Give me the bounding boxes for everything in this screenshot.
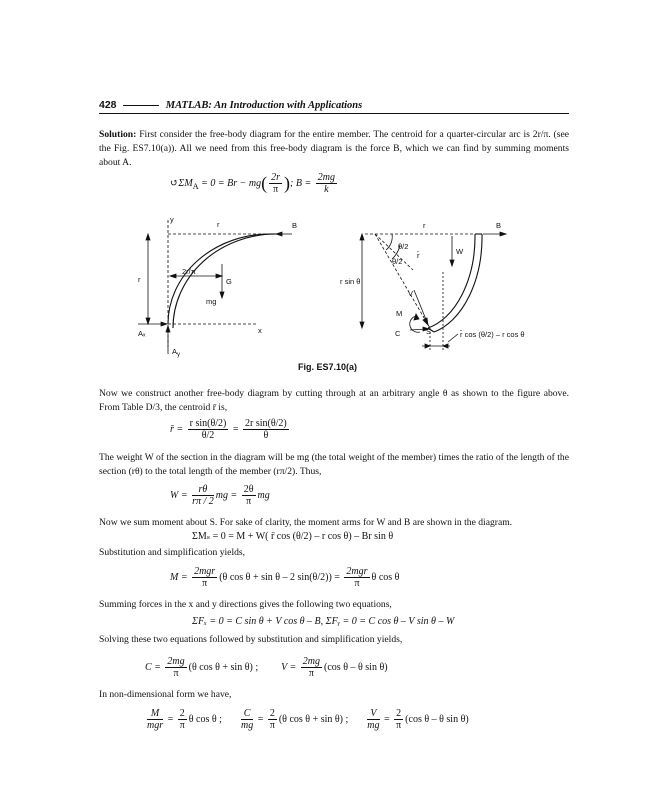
label-y: y: [170, 215, 174, 224]
m-n1: 2mgr: [194, 566, 216, 577]
b-den: k: [324, 184, 329, 195]
label-ax: Aₓ: [138, 329, 146, 338]
w-tail: mg: [257, 489, 270, 501]
forces-equation: ΣFₓ = 0 = C sin θ + V cos θ – B, ΣFᵧ = 0 = C cos θ – V sin θ – W: [192, 616, 455, 627]
rbar-eq: =: [230, 423, 242, 435]
centroid-arrow-left: [170, 274, 176, 278]
nd-a-n: M: [147, 708, 163, 720]
paragraph-weight: The weight W of the section in the diagram will be mg (the total weight of the member) times the ratio of the length of the section (rθ) to the total length of the member (rπ/2). Thus,: [99, 452, 569, 477]
nd-b-d2: π: [269, 720, 275, 731]
v-arrowhead: [423, 318, 428, 325]
rbar-n1: r sin(θ/2): [189, 418, 227, 429]
figure-es7-10a: [130, 212, 560, 362]
arm-arrow-right: [443, 344, 448, 348]
cv-equations: [145, 656, 388, 679]
intro-text: First consider the free-body diagram for the entire member. The centroid for a quarter-circular arc is 2r/π. (see the Fig. ES7.10(a)). All we need from this free-body diagram is the force B, which we can find by summing moments about A.: [99, 129, 569, 168]
v-lhs: V =: [281, 661, 299, 673]
c-n: 2mg: [167, 656, 185, 667]
v-n: 2mg: [302, 656, 321, 667]
arm-leader: [448, 334, 458, 342]
paragraph-substitution: Substitution and simplification yields,: [99, 547, 246, 558]
b-frac: [316, 172, 337, 195]
label-b-left: B: [292, 221, 298, 230]
r-dim-arrow-top: [146, 234, 150, 240]
label-g: G: [226, 277, 232, 286]
label-w: W: [456, 247, 464, 256]
nd-a-n2: 2: [179, 708, 185, 719]
moment-equation: $↺\Sigma M_A = 0 = Br - mg$( $\frac{2r}{\pi}$ ); B = $\frac{2mg}{k}$: [170, 172, 335, 195]
label-c: C: [395, 329, 401, 338]
m-frac-1: [192, 566, 217, 589]
c-tail: (θ cos θ + sin θ) ;: [188, 661, 259, 673]
w-n1: rθ: [192, 484, 214, 496]
v-frac: [301, 656, 322, 679]
force-b-arrowhead: [276, 232, 282, 236]
c-d: π: [173, 668, 179, 679]
nd-a-frac: [147, 708, 163, 731]
w-d2: π: [246, 496, 252, 507]
w-mid: mg =: [215, 489, 240, 501]
nd-c-eq: =: [381, 713, 393, 725]
m-equation: [170, 566, 399, 589]
solution-label: Solution:: [99, 129, 137, 140]
w-lhs: W =: [170, 489, 191, 501]
label-centroid: 2r/π: [182, 267, 196, 276]
paren-num: 2r: [271, 172, 281, 183]
m-lhs: M =: [170, 571, 191, 583]
w-d1: rπ / 2: [192, 496, 214, 507]
ax-arrowhead: [161, 322, 167, 326]
nd-c-tail: (cos θ – θ sin θ): [405, 713, 469, 725]
v-d: π: [308, 668, 314, 679]
moment-mid: = 0 = Br − mg: [198, 177, 262, 189]
r-dim-arrow-bottom: [146, 318, 150, 324]
label-rbar: r̄: [417, 251, 420, 260]
label-r-sin-theta: r sin θ: [340, 277, 361, 286]
label-r-right: r: [423, 221, 426, 230]
book-title: MATLAB: An Introduction with Applications: [165, 100, 363, 111]
label-v: V: [408, 289, 414, 298]
nd-b-eq: =: [255, 713, 266, 725]
nd-a-eq: =: [165, 713, 176, 725]
label-m: M: [396, 309, 403, 318]
nd-c-n: V: [367, 708, 379, 720]
label-b-right: B: [496, 221, 502, 230]
label-r-top: r: [217, 220, 220, 229]
nd-c-n2: 2: [396, 708, 402, 719]
label-mg: mg: [206, 297, 217, 306]
m-d2: π: [354, 578, 360, 589]
label-ay: $A_y$: [172, 347, 181, 358]
c-lhs: C =: [145, 661, 164, 673]
rbar-lhs: r̄ =: [170, 423, 186, 435]
rbar-frac-1: [188, 418, 229, 441]
label-s: S: [426, 327, 432, 336]
label-theta-half-1: θ/2: [398, 242, 409, 251]
m-mid: (θ cos θ + sin θ – 2 sin(θ/2)) =: [219, 571, 343, 583]
label-r-side: r: [138, 275, 141, 284]
arm-arrow-left: [425, 344, 430, 348]
b-num: 2mg: [317, 172, 335, 183]
figure-caption: Fig. ES7.10(a): [298, 362, 358, 372]
m-d1: π: [202, 578, 208, 589]
nd-c-d: mg: [367, 720, 380, 731]
nd-a-d: mgr: [147, 720, 164, 731]
nd-b-tail: (θ cos θ + sin θ) ;: [278, 713, 349, 725]
m-tail: θ cos θ: [371, 571, 400, 583]
paragraph-centroid: Now we construct another free-body diagram by cutting through at an arbitrary angle θ as shown to the figure above. From Table D/3, the centroid r̄ is,: [99, 388, 569, 413]
m-arrowhead: [414, 314, 419, 320]
nd-c-d2: π: [396, 720, 402, 731]
paragraph-summing-forces: Summing forces in the x and y directions gives the following two equations,: [99, 599, 392, 610]
w-n2: 2θ: [243, 484, 254, 495]
section-arc-inner: [428, 234, 475, 328]
arc-inner: [168, 234, 270, 324]
paragraph-solving: Solving these two equations followed by substitution and simplification yields,: [99, 634, 403, 645]
label-theta-half-2: θ/2: [392, 257, 403, 266]
ay-arrowhead: [166, 326, 170, 332]
nd-b-n2: 2: [269, 708, 275, 719]
nd-a-frac2: [178, 708, 187, 731]
nd-a-d2: π: [179, 720, 185, 731]
w-frac-2: [242, 484, 256, 507]
rsin-arrow-top: [360, 234, 364, 240]
rbar-n2: 2r sin(θ/2): [245, 418, 287, 429]
paragraph-sum-moment: Now we sum moment about S. For sake of clarity, the moment arms for W and B are shown in the diagram.: [99, 517, 513, 528]
nd-a-tail: θ cos θ ;: [188, 713, 222, 725]
mg-arrowhead: [220, 292, 224, 298]
moment-sub: A: [192, 181, 199, 191]
nd-c-frac2: [394, 708, 403, 731]
nd-b-frac: [241, 708, 253, 731]
ms-equation: ΣMₛ = 0 = M + W( r̄ cos (θ/2) – r cos θ) – Br sin θ: [192, 531, 394, 542]
intro-paragraph: [99, 128, 569, 170]
theta-arc-1: [386, 234, 392, 250]
nd-b-d: mg: [240, 720, 254, 731]
label-x: x: [258, 326, 262, 335]
rbar-frac-2: [243, 418, 289, 441]
nd-b-n: C: [241, 708, 253, 720]
w-frac-1: [192, 484, 214, 507]
c-frac: [165, 656, 186, 679]
moment-paren-frac: [269, 172, 282, 195]
w-arrowhead: [450, 260, 454, 266]
weight-equation: [170, 484, 270, 507]
rbar-d2: θ: [263, 430, 269, 441]
header-rule: [123, 105, 159, 106]
paragraph-non-dimensional: In non-dimensional form we have,: [99, 689, 232, 700]
nondimensional-equations: [145, 708, 469, 731]
page-header: [99, 99, 569, 111]
m-n2: 2mgr: [346, 566, 368, 577]
paren-den: π: [273, 184, 279, 195]
right-force-b-arrowhead: [500, 232, 506, 236]
rbar-equation: [170, 418, 291, 441]
m-frac-2: [344, 566, 369, 589]
header-divider: [99, 113, 569, 114]
v-tail: (cos θ – θ sin θ): [324, 661, 388, 673]
nd-b-frac2: [268, 708, 277, 731]
moment-sep: ; B =: [290, 177, 314, 189]
page-number: 428: [99, 99, 117, 111]
moment-lhs: ↺ΣM: [170, 177, 193, 189]
rsin-arrow-bottom: [360, 322, 364, 328]
label-moment-arm: r̄ cos (θ/2) – r cos θ: [460, 330, 525, 339]
nd-c-frac: [367, 708, 379, 731]
arc-outer: [173, 234, 276, 328]
rbar-d1: θ/2: [201, 430, 215, 441]
centroid-arrow-right: [216, 274, 222, 278]
